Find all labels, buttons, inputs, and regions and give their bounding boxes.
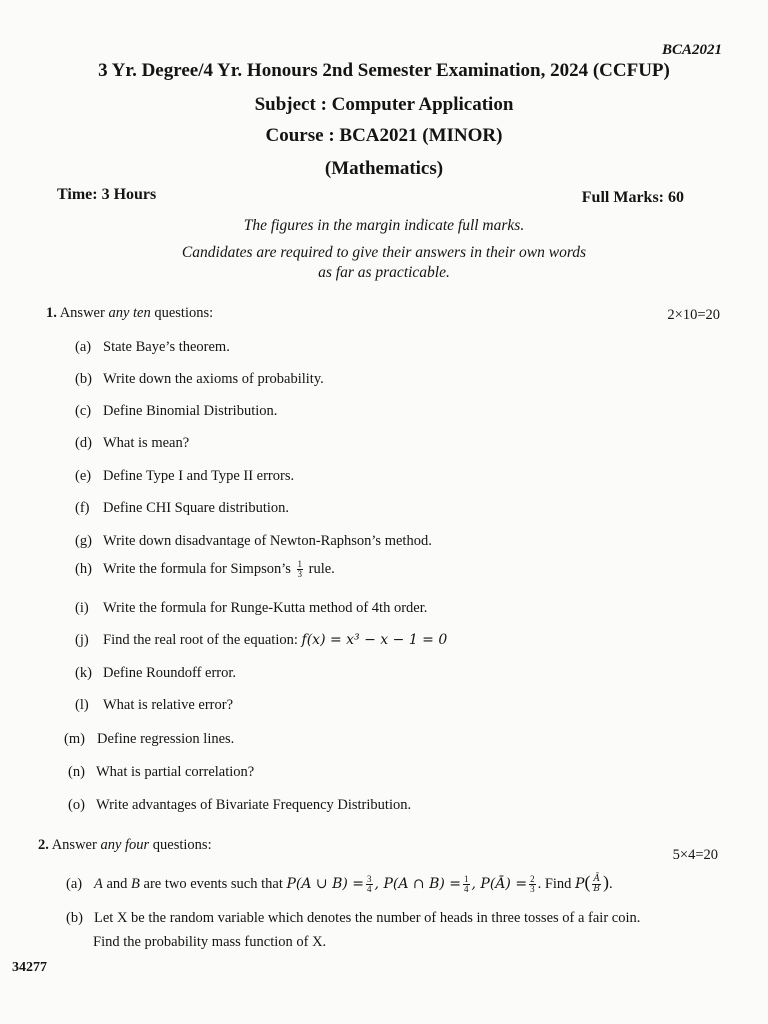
text-find: . Find (537, 876, 576, 892)
item-text: Find the real root of the equation: (103, 632, 302, 648)
item-label: (c) (75, 403, 92, 419)
item-text: Define Binomial Distribution. (103, 403, 278, 419)
item-text-line1: Let X be the random variable which denotes the number of heads in three tosses of a fair coin. (94, 910, 641, 926)
item-text: Write the formula for Simpson’s (103, 560, 295, 577)
item-label: (h) (75, 560, 92, 577)
fraction (529, 875, 536, 894)
item-text-after: rule. (305, 560, 335, 577)
exam-title: 3 Yr. Degree/4 Yr. Honours 2nd Semester Examination, 2024 (CCFUP) (98, 60, 670, 81)
fraction (366, 875, 373, 894)
fraction-numerator: 1 (297, 559, 303, 569)
item-label: (a) (75, 339, 92, 355)
fraction-denominator: 4 (464, 884, 469, 895)
q1-item-k (75, 665, 236, 682)
item-text: Write down the axioms of probability. (103, 371, 324, 387)
item-text: What is relative error? (103, 697, 234, 713)
roll-code: 34277 (12, 960, 47, 975)
fraction-denominator: 4 (367, 884, 372, 895)
item-label: (o) (68, 797, 85, 813)
item-label: (a) (66, 876, 83, 892)
item-text: Write down disadvantage of Newton-Raphson’s method. (103, 533, 432, 549)
question-1-heading (46, 305, 213, 322)
item-label: (f) (75, 500, 90, 516)
fraction (297, 560, 304, 579)
question-2-heading (38, 837, 212, 854)
question-1-marks: 2×10=20 (667, 307, 720, 323)
math-union: P(A ∪ B) = (286, 876, 365, 892)
fraction-numerator: 1 (464, 874, 469, 885)
math-intersection: , P(A ∩ B) = (374, 876, 462, 892)
q1-item-b (75, 371, 324, 388)
question-number: 2. (38, 837, 49, 853)
item-text: Write advantages of Bivariate Frequency Distribution. (96, 797, 412, 813)
item-text-line2: Find the probability mass function of X. (93, 934, 327, 950)
q1-item-h (75, 560, 335, 579)
q1-item-o (68, 797, 411, 814)
instruction-practicable: as far as practicable. (318, 264, 450, 281)
item-label: (j) (75, 632, 89, 648)
event-b: B (131, 876, 140, 892)
item-label: (m) (64, 731, 85, 747)
q2-item-b-cont (93, 934, 326, 951)
subject-line: Subject : Computer Application (254, 94, 514, 115)
fraction-denominator: 3 (530, 884, 535, 895)
item-label: (d) (75, 435, 92, 451)
item-text: Define regression lines. (97, 731, 235, 747)
paren-close: ) (602, 872, 609, 892)
q1-item-d (75, 435, 189, 452)
text-and: and (102, 876, 132, 892)
fraction (592, 875, 601, 894)
instruction-margin: The figures in the margin indicate full marks. (243, 217, 525, 234)
fraction-denominator: B (593, 884, 601, 895)
question-suffix: questions: (149, 837, 212, 853)
discipline-line: (Mathematics) (324, 158, 444, 179)
q1-item-n (68, 764, 254, 781)
item-text: What is partial correlation? (96, 764, 255, 780)
item-label: (n) (68, 764, 85, 780)
question-prefix: Answer (59, 305, 109, 321)
fraction-numerator: 3 (367, 874, 372, 885)
question-emph: any ten (108, 305, 151, 321)
q1-item-f (75, 500, 289, 517)
item-label: (b) (66, 910, 83, 926)
item-text: Define Roundoff error. (103, 665, 237, 681)
text-such-that: are two events such that (139, 876, 287, 892)
full-marks-label: Full Marks: 60 (581, 189, 684, 206)
item-label: (i) (75, 600, 89, 616)
question-number: 1. (46, 305, 57, 321)
math-complement: , P(Ā) = (471, 876, 528, 892)
q2-item-a: (a) A and B are two events such that P(A ∪ B) = $\frac{3}{4}$ , P(A ∩ B) = $\frac{1}{4}$ , P(Ā) = $\frac{2}{3}$ . Find P( $\frac{Ā}{B}$ ). (66, 872, 613, 895)
event-a: A (94, 876, 103, 892)
item-text: What is mean? (103, 435, 190, 451)
q1-item-j (75, 632, 447, 649)
fraction-numerator: Ā (593, 874, 600, 885)
fraction-numerator: 2 (530, 874, 535, 885)
item-text: Define Type I and Type II errors. (103, 468, 295, 484)
question-suffix: questions: (150, 305, 214, 321)
math-p: P (575, 876, 585, 892)
q1-item-g (75, 533, 432, 550)
q2-item-b (66, 910, 726, 927)
q1-item-m (64, 731, 234, 748)
question-emph: any four (100, 837, 150, 853)
item-label: (k) (75, 665, 92, 681)
item-text: Define CHI Square distribution. (103, 500, 290, 516)
q1-item-i (75, 600, 427, 617)
question-2-marks: 5×4=20 (672, 847, 718, 863)
q1-item-c (75, 403, 277, 420)
item-text: State Baye’s theorem. (103, 339, 230, 355)
item-text: Write the formula for Runge-Kutta method of 4th order. (103, 600, 428, 616)
paren-open: ( (584, 872, 591, 892)
fraction (463, 875, 470, 894)
q1-item-l (75, 697, 233, 714)
q1-item-e (75, 468, 294, 485)
item-label: (g) (75, 533, 92, 549)
q1-item-a (75, 339, 230, 356)
item-label: (l) (75, 697, 89, 713)
item-label: (e) (75, 468, 92, 484)
instruction-own-words: Candidates are required to give their answers in their own words (181, 244, 587, 261)
equation: f(x) = x³ − x − 1 = 0 (301, 632, 448, 648)
time-label: Time: 3 Hours (57, 186, 157, 203)
course-line: Course : BCA2021 (MINOR) (265, 125, 503, 146)
fraction-denominator: 3 (297, 569, 303, 579)
item-label: (b) (75, 371, 92, 387)
paper-code: BCA2021 (661, 42, 722, 58)
question-prefix: Answer (51, 837, 101, 853)
